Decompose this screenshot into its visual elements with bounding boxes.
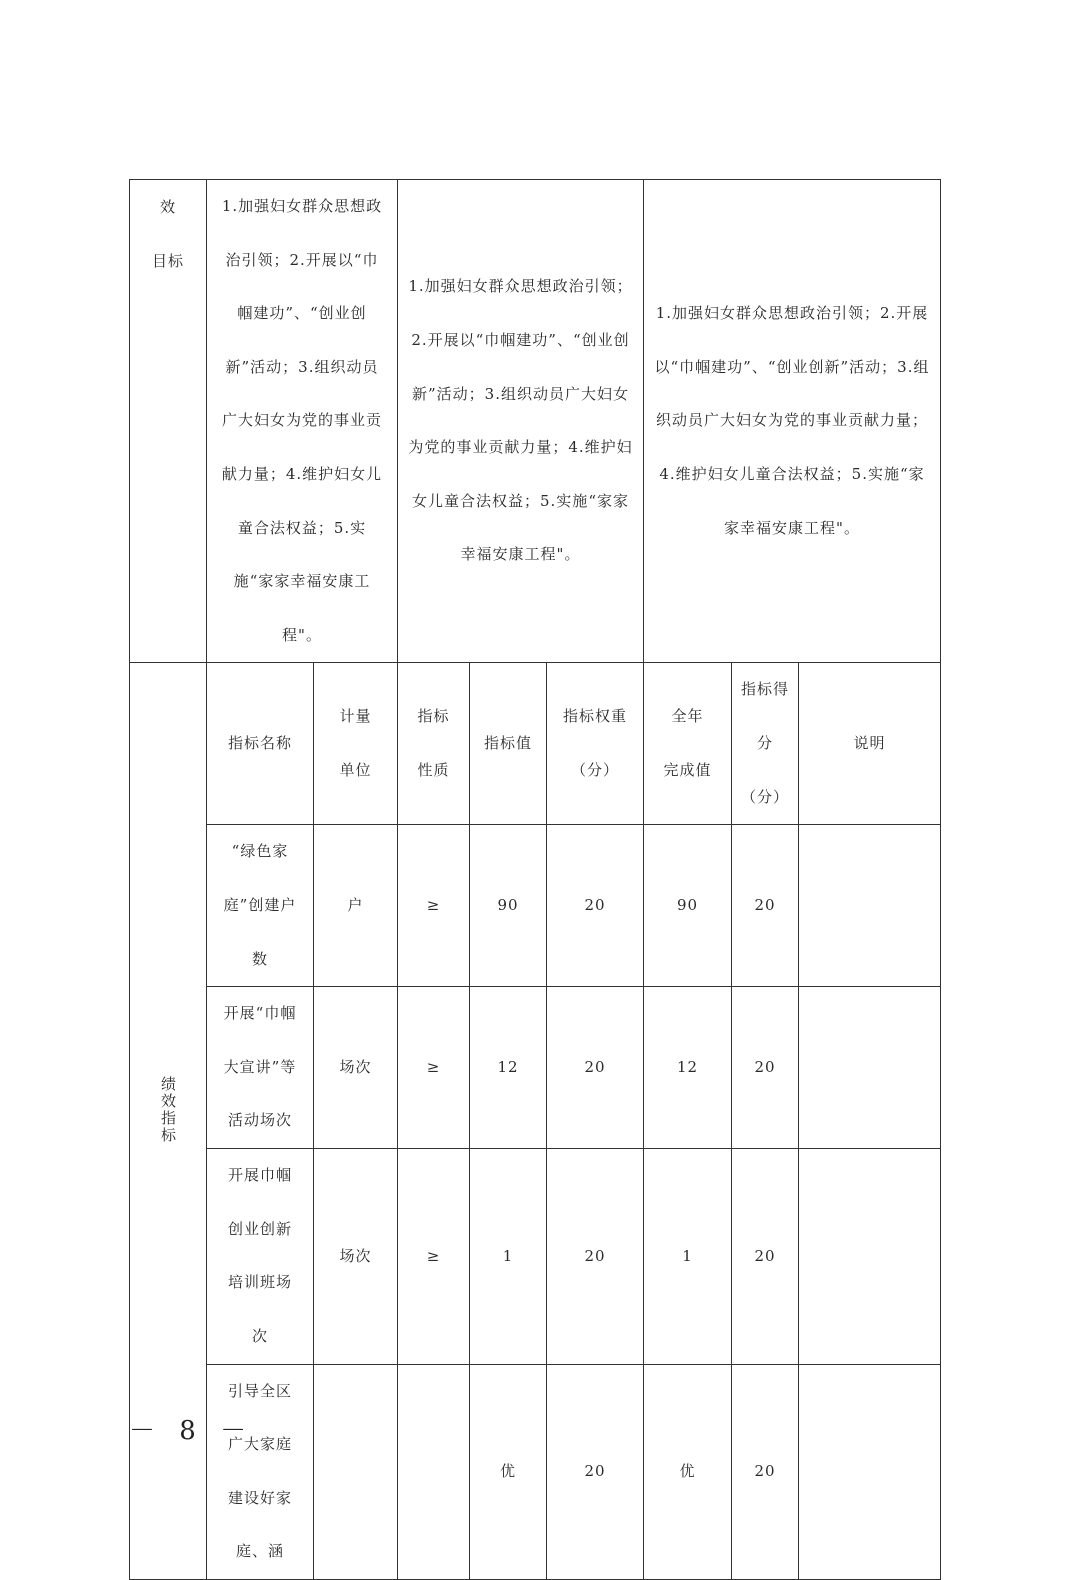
header-weight-line: （分） [570, 760, 619, 779]
header-nature-line: 指标 [417, 707, 450, 726]
row-score: 20 [732, 987, 799, 1149]
row-nature [398, 1364, 470, 1579]
goal-label-line: 效 [159, 198, 176, 216]
row-name: 开展“巾帼大宣讲”等活动场次 [207, 987, 314, 1149]
header-unit-line: 计量 [339, 707, 372, 726]
goal-col3-text: 1.加强妇女群众思想政治引领；2.开展以“巾帼建功”、“创业创新”活动；3.组织动员广大妇女为党的事业贡献力量；4.维护妇女儿童合法权益；5.实施“家家幸福安康工程"。 [644, 180, 941, 663]
header-unit-line: 单位 [339, 760, 372, 779]
header-weight [547, 663, 644, 825]
row-unit: 场次 [314, 1149, 398, 1364]
goal-col1-text: 1.加强妇女群众思想政治引领；2.开展以“巾帼建功”、“创业创新”活动；3.组织动员广大妇女为党的事业贡献力量；4.维护妇女儿童合法权益；5.实施“家家幸福安康工程"。 [207, 180, 398, 663]
header-nature-line: 性质 [417, 760, 450, 779]
header-nature [398, 663, 470, 825]
row-note [799, 1149, 941, 1364]
row-unit: 场次 [314, 987, 398, 1149]
row-note [799, 987, 941, 1149]
header-weight-line: 指标权重 [562, 707, 627, 726]
page-number: － 8 － [129, 1416, 255, 1446]
row-weight: 20 [547, 825, 644, 987]
row-note [799, 1364, 941, 1579]
goal-row [130, 180, 941, 663]
row-nature: ≥ [398, 987, 470, 1149]
header-completed [644, 663, 732, 825]
row-note [799, 825, 941, 987]
header-score-line: （分） [740, 787, 789, 806]
header-name: 指标名称 [207, 663, 314, 825]
performance-table [129, 179, 941, 1580]
goal-label-line: 目标 [151, 251, 184, 270]
row-value: 12 [470, 987, 547, 1149]
header-score-line: 分 [756, 734, 773, 753]
row-weight: 20 [547, 1149, 644, 1364]
row-score: 20 [732, 1364, 799, 1579]
row-score: 20 [732, 825, 799, 987]
header-note: 说明 [799, 663, 941, 825]
row-name: 开展巾帼创业创新培训班场次 [207, 1149, 314, 1364]
row-weight: 20 [547, 987, 644, 1149]
row-unit [314, 1364, 398, 1579]
header-completed-line: 完成值 [663, 760, 712, 779]
row-name: 引导全区广大家庭建设好家庭、涵 [207, 1364, 314, 1579]
header-score [732, 663, 799, 825]
row-value: 1 [470, 1149, 547, 1364]
table-row [130, 1364, 941, 1579]
goal-label-cell [130, 180, 207, 663]
row-score: 20 [732, 1149, 799, 1364]
header-value: 指标值 [470, 663, 547, 825]
row-weight: 20 [547, 1364, 644, 1579]
header-unit [314, 663, 398, 825]
table-row [130, 1149, 941, 1364]
goal-col2-text: 1.加强妇女群众思想政治引领；2.开展以“巾帼建功”、“创业创新”活动；3.组织动员广大妇女为党的事业贡献力量；4.维护妇女儿童合法权益；5.实施“家家幸福安康工程"。 [398, 180, 644, 663]
table-row [130, 825, 941, 987]
indicator-header-row [130, 663, 941, 825]
row-value: 90 [470, 825, 547, 987]
row-unit: 户 [314, 825, 398, 987]
row-value: 优 [470, 1364, 547, 1579]
indicator-section-label-text: 绩效指标 [159, 1075, 177, 1144]
row-name: “绿色家庭”创建户数 [207, 825, 314, 987]
row-completed: 90 [644, 825, 732, 987]
table-row [130, 987, 941, 1149]
header-completed-line: 全年 [671, 707, 704, 726]
row-completed: 优 [644, 1364, 732, 1579]
header-score-line: 指标得 [740, 680, 789, 699]
row-nature: ≥ [398, 825, 470, 987]
row-completed: 12 [644, 987, 732, 1149]
row-completed: 1 [644, 1149, 732, 1364]
row-nature: ≥ [398, 1149, 470, 1364]
